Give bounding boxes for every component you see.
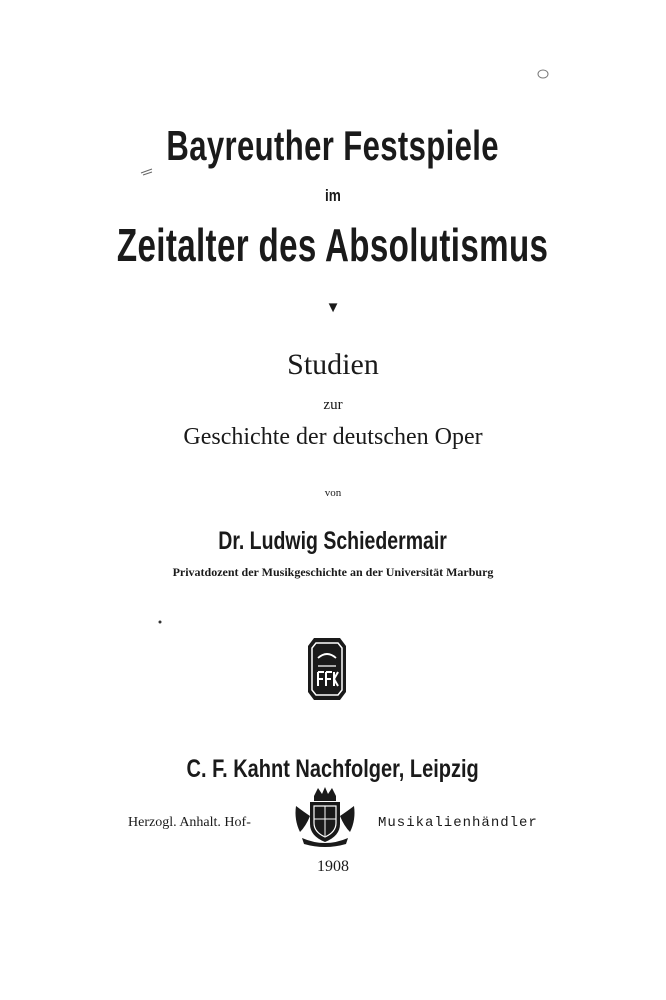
title-line-3: Zeitalter des Absolutismus	[117, 219, 549, 271]
publisher-role-left: Herzogl. Anhalt. Hof-	[128, 815, 251, 830]
title-line-1: Bayreuther Festspiele	[166, 122, 500, 169]
ornament: ▼	[325, 300, 341, 316]
publisher-name: C. F. Kahnt Nachfolger, Leipzig	[186, 755, 480, 783]
paper-dot-icon	[158, 620, 162, 624]
publisher-mark-icon	[306, 636, 348, 702]
paper-speck-icon	[536, 68, 550, 80]
ducal-crest-icon	[290, 786, 360, 848]
author-affiliation: Privatdozent der Musikgeschichte an der Universität Marburg	[172, 565, 494, 579]
author-name: Dr. Ludwig Schiedermair	[218, 527, 448, 555]
publisher-role-right: Musikalienhändler	[378, 815, 538, 831]
subtitle-line-3: Geschichte der deutschen Oper	[183, 424, 483, 450]
publication-year: 1908	[317, 858, 349, 875]
title-line-2: im	[325, 186, 341, 205]
byline: von	[324, 487, 342, 499]
subtitle-line-2: zur	[323, 397, 343, 413]
pencil-mark-icon	[140, 166, 154, 176]
subtitle-line-1: Studien	[287, 348, 379, 381]
